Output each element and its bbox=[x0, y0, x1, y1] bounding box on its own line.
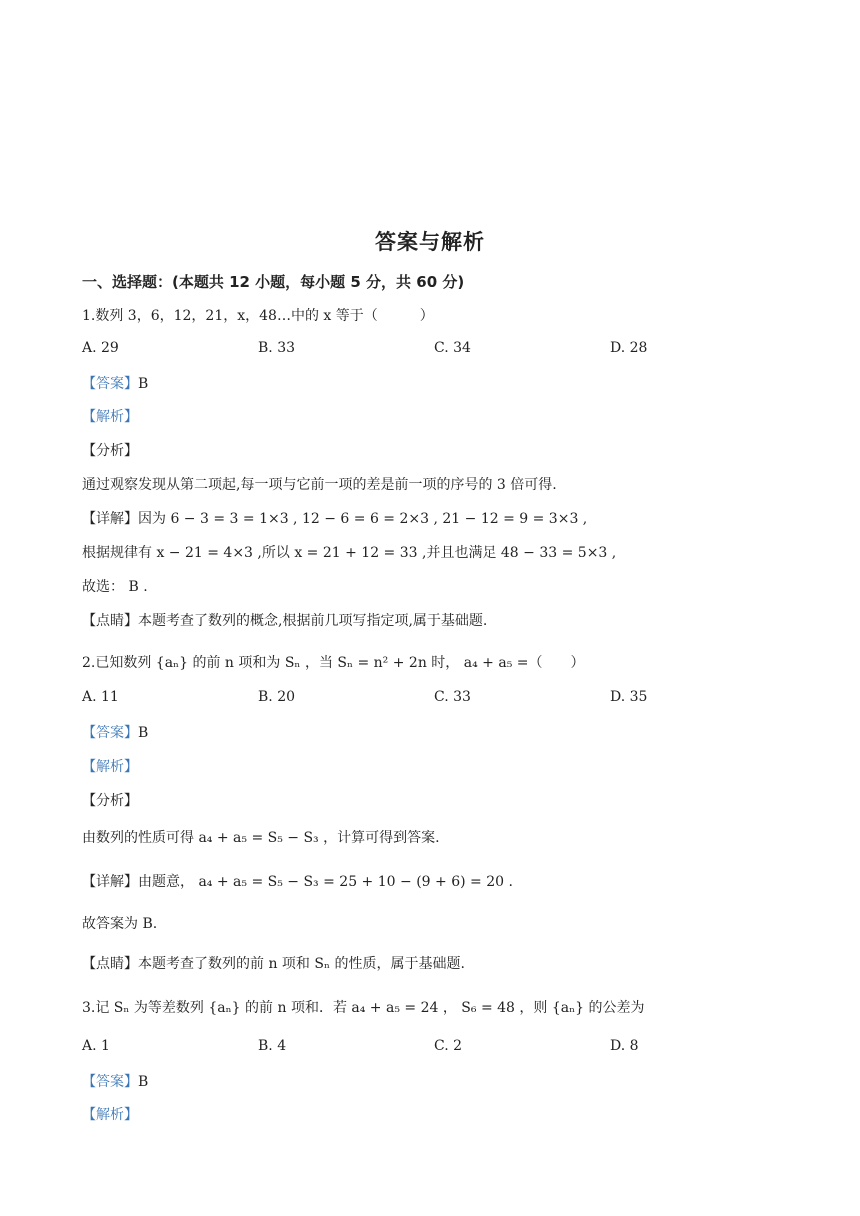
q1-option-b: B. 33 bbox=[258, 340, 296, 356]
q2-detail-text-1: 由题意， a₄ + a₅ = S₅ − S₃ = 25 + 10 − (9 + 6) = 20 . bbox=[138, 874, 513, 890]
page-title: 答案与解析 bbox=[375, 230, 485, 254]
q3-option-b: B. 4 bbox=[258, 1038, 287, 1054]
answer-tag: 【答案】 bbox=[82, 376, 138, 392]
q2-option-a: A. 11 bbox=[82, 689, 119, 705]
q1-comment-text: 本题考查了数列的概念,根据前几项写指定项,属于基础题. bbox=[138, 613, 488, 629]
detail-tag: 【详解】 bbox=[82, 874, 138, 890]
q1-detail-line-3: 故选： B . bbox=[82, 579, 148, 595]
q1-option-a: A. 29 bbox=[82, 340, 119, 356]
detail-tag: 【详解】 bbox=[82, 511, 138, 527]
answer-value: B bbox=[138, 725, 149, 741]
q1-detail-line-2: 根据规律有 x − 21 = 4×3 ,所以 x = 21 + 12 = 33 ,并且也满足 48 − 33 = 5×3 , bbox=[82, 545, 617, 561]
q2-option-b: B. 20 bbox=[258, 689, 296, 705]
q1-stem: 1.数列 3，6，12，21，x，48…中的 x 等于（ ） bbox=[82, 308, 434, 324]
q3-answer-line bbox=[82, 1071, 148, 1091]
q3-stem: 3.记 Sₙ 为等差数列 {aₙ} 的前 n 项和．若 a₄ + a₅ = 24 ， S₆ = 48 ，则 {aₙ} 的公差为 bbox=[82, 1000, 645, 1016]
fenxi-tag: 【分析】 bbox=[82, 443, 138, 459]
q1-detail-text-1: 因为 6 − 3 = 3 = 1×3 , 12 − 6 = 6 = 2×3 , 21 − 12 = 9 = 3×3 , bbox=[138, 511, 588, 527]
q3-option-a: A. 1 bbox=[82, 1038, 110, 1054]
q2-stem: 2.已知数列 {aₙ} 的前 n 项和为 Sₙ ，当 Sₙ = n² + 2n 时， a₄ + a₅ =（ ） bbox=[82, 655, 585, 671]
q1-answer-line bbox=[82, 373, 148, 393]
comment-tag: 【点睛】 bbox=[82, 613, 138, 629]
q2-fenxi-text: 由数列的性质可得 a₄ + a₅ = S₅ − S₃ ，计算可得到答案. bbox=[82, 830, 440, 846]
answer-value: B bbox=[138, 1074, 149, 1090]
answer-value: B bbox=[138, 376, 149, 392]
analysis-tag: 【解析】 bbox=[82, 759, 138, 775]
q2-detail-line-2: 故答案为 B. bbox=[82, 916, 158, 932]
q1-fenxi-text: 通过观察发现从第二项起,每一项与它前一项的差是前一项的序号的 3 倍可得. bbox=[82, 477, 557, 493]
q1-comment-line bbox=[82, 610, 487, 630]
q2-option-c: C. 33 bbox=[434, 689, 471, 705]
q2-detail-line-1 bbox=[82, 871, 513, 891]
q3-option-c: C. 2 bbox=[434, 1038, 463, 1054]
section-heading: 一、选择题：(本题共 12 小题，每小题 5 分，共 60 分) bbox=[82, 273, 465, 291]
answer-tag: 【答案】 bbox=[82, 1074, 138, 1090]
q2-answer-line bbox=[82, 722, 148, 742]
analysis-tag: 【解析】 bbox=[82, 409, 138, 425]
q3-option-d: D. 8 bbox=[610, 1038, 639, 1054]
q2-option-d: D. 35 bbox=[610, 689, 648, 705]
answer-tag: 【答案】 bbox=[82, 725, 138, 741]
q2-comment-text: 本题考查了数列的前 n 项和 Sₙ 的性质，属于基础题. bbox=[138, 956, 465, 972]
fenxi-tag: 【分析】 bbox=[82, 793, 138, 809]
q1-option-d: D. 28 bbox=[610, 340, 648, 356]
analysis-tag: 【解析】 bbox=[82, 1107, 138, 1123]
comment-tag: 【点睛】 bbox=[82, 956, 138, 972]
q1-detail-line-1 bbox=[82, 508, 587, 528]
q2-comment-line bbox=[82, 953, 465, 973]
q1-option-c: C. 34 bbox=[434, 340, 471, 356]
